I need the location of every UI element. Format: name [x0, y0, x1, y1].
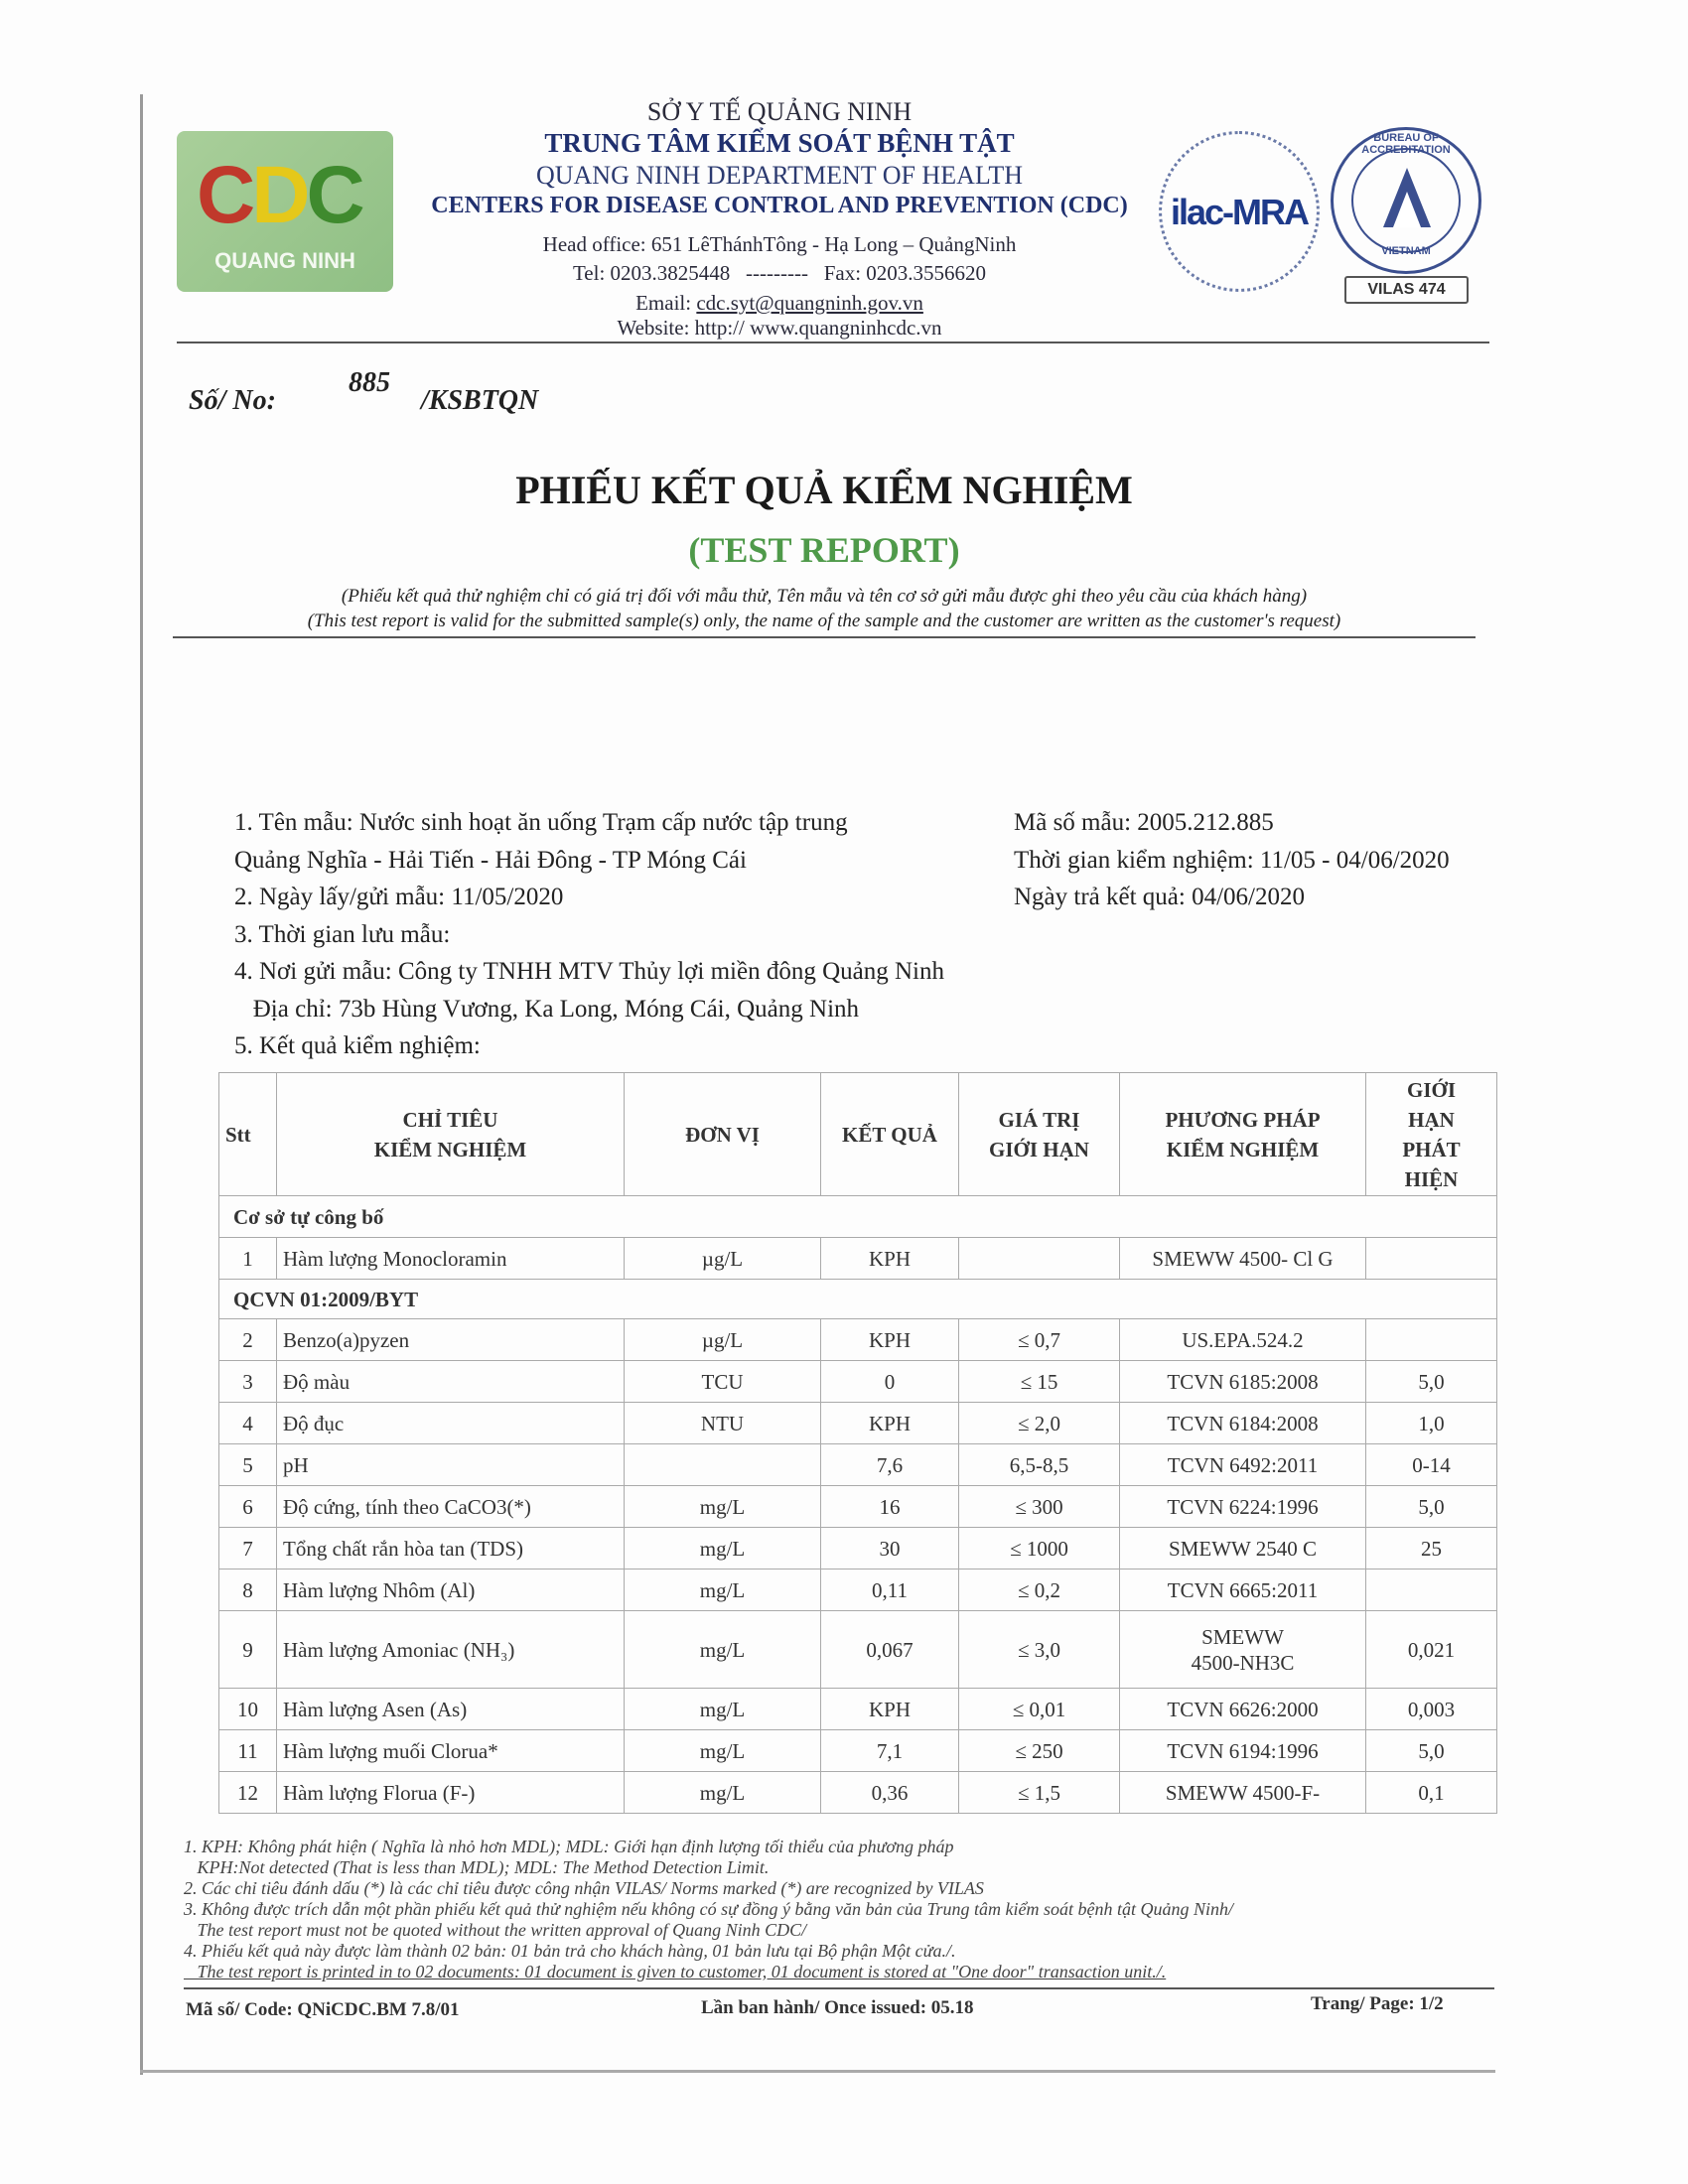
cell-test-method: TCVN 6224:1996 [1120, 1486, 1366, 1528]
cell-detection-limit: 5,0 [1366, 1730, 1497, 1772]
email-link[interactable]: cdc.syt@quangninh.gov.vn [696, 291, 923, 315]
column-header: GIỚI HẠN PHÁT HIỆN [1366, 1073, 1497, 1196]
footnote: 3. Không được trích dẫn một phần phiếu kết quả thử nghiệm nếu không có sự đồng ý bằng văn bản của Trung tâm kiểm soát bệnh tật Quảng Ninh/ [184, 1899, 1233, 1919]
cdc-quang-ninh-logo [177, 131, 393, 292]
cell-result: 30 [821, 1528, 959, 1570]
email-line [377, 291, 1182, 316]
cell-row-number: 10 [219, 1689, 277, 1730]
cell-result: KPH [821, 1689, 959, 1730]
cell-unit: NTU [625, 1403, 821, 1444]
sender-address: Địa chỉ: 73b Hùng Vương, Ka Long, Móng Cái, Quảng Ninh [234, 995, 860, 1023]
cell-parameter: Độ đục [277, 1403, 625, 1444]
cell-limit-value: ≤ 3,0 [959, 1611, 1120, 1689]
cell-test-method: SMEWW 4500-F- [1120, 1772, 1366, 1814]
cell-result: KPH [821, 1403, 959, 1444]
footer-divider [184, 1987, 1494, 1989]
results-table [218, 1072, 1497, 1814]
cell-test-method: US.EPA.524.2 [1120, 1319, 1366, 1361]
table-row [219, 1730, 1497, 1772]
footnote: KPH:Not detected (That is less than MDL); MDL: The Method Detection Limit. [184, 1857, 770, 1877]
dept-vn: SỞ Y TẾ QUẢNG NINH [646, 97, 913, 126]
dept-en: QUANG NINH DEPARTMENT OF HEALTH [535, 161, 1024, 190]
cell-unit: mg/L [625, 1528, 821, 1570]
cell-parameter: Hàm lượng muối Clorua* [277, 1730, 625, 1772]
cell-limit-value: ≤ 0,2 [959, 1570, 1120, 1611]
issue-number: Lần ban hành/ Once issued: 05.18 [701, 1997, 974, 2018]
cell-parameter: Hàm lượng Asen (As) [277, 1689, 625, 1730]
table-row [219, 1319, 1497, 1361]
cell-row-number: 8 [219, 1570, 277, 1611]
cell-row-number: 9 [219, 1611, 277, 1689]
testing-period: Thời gian kiểm nghiệm: 11/05 - 04/06/2020 [1014, 846, 1450, 874]
vilas-badge: VILAS 474 [1344, 276, 1469, 304]
column-header: Stt [219, 1073, 277, 1196]
cell-limit-value: ≤ 0,7 [959, 1319, 1120, 1361]
center-vn: TRUNG TÂM KIỂM SOÁT BỆNH TẬT [544, 128, 1015, 158]
number-label: Số/ No: [189, 385, 276, 416]
sample-info-right [1014, 804, 1450, 916]
cell-parameter: pH [277, 1444, 625, 1486]
cell-test-method: TCVN 6626:2000 [1120, 1689, 1366, 1730]
cell-parameter: Hàm lượng Amoniac (NH₃) [277, 1611, 625, 1689]
cell-unit: mg/L [625, 1689, 821, 1730]
cell-detection-limit: 0-14 [1366, 1444, 1497, 1486]
table-row [219, 1772, 1497, 1814]
group-title: Cơ sở tự công bố [219, 1196, 1497, 1238]
cell-unit [625, 1444, 821, 1486]
cell-unit: TCU [625, 1361, 821, 1403]
sample-name: 1. Tên mẫu: Nước sinh hoạt ăn uống Trạm cấp nước tập trung [234, 809, 848, 836]
validity-note-vn: (Phiếu kết quả thử nghiệm chỉ có giá trị đối với mẫu thử, Tên mẫu và tên cơ sở gửi mẫu được ghi theo yêu cầu của khách hàng) [341, 586, 1308, 607]
table-row [219, 1238, 1497, 1280]
cell-result: KPH [821, 1319, 959, 1361]
logo-subtitle: QUANG NINH [214, 248, 355, 273]
head-office-address: Head office: 651 LêThánhTông - Hạ Long – QuảngNinh [542, 232, 1017, 256]
validity-note-en: (This test report is valid for the submitted sample(s) only, the name of the sample and the customer are written as the customer's request) [307, 611, 1341, 631]
cell-test-method: TCVN 6665:2011 [1120, 1570, 1366, 1611]
page-subtitle: (TEST REPORT) [688, 530, 960, 570]
cell-test-method: TCVN 6492:2011 [1120, 1444, 1366, 1486]
cell-row-number: 7 [219, 1528, 277, 1570]
cell-limit-value [959, 1238, 1120, 1280]
group-title: QCVN 01:2009/BYT [219, 1280, 1497, 1319]
sample-location: Quảng Nghĩa - Hải Tiến - Hải Đông - TP Móng Cái [234, 846, 747, 874]
footnote: 4. Phiếu kết quả này được làm thành 02 bản: 01 bản trả cho khách hàng, 01 bản lưu tại Bộ phận Một cửa./. [184, 1941, 956, 1961]
cell-unit: µg/L [625, 1319, 821, 1361]
results-table-wrapper [218, 1072, 1499, 1814]
website: Website: http:// www.quangninhcdc.vn [617, 316, 942, 340]
cell-row-number: 11 [219, 1730, 277, 1772]
cell-row-number: 6 [219, 1486, 277, 1528]
storage-time: 3. Thời gian lưu mẫu: [234, 920, 451, 948]
number-suffix: /KSBTQN [421, 385, 539, 416]
boa-text: BUREAU OF ACCREDITATION [1361, 132, 1451, 156]
column-header: ĐƠN VỊ [625, 1073, 821, 1196]
result-date: Ngày trả kết quả: 04/06/2020 [1014, 884, 1305, 910]
cell-detection-limit: 0,021 [1366, 1611, 1497, 1689]
cell-detection-limit [1366, 1570, 1497, 1611]
center-en: CENTERS FOR DISEASE CONTROL AND PREVENTION (CDC) [431, 193, 1128, 218]
cell-parameter: Hàm lượng Nhôm (Al) [277, 1570, 625, 1611]
email-label: Email: [635, 291, 697, 315]
cell-detection-limit: 5,0 [1366, 1361, 1497, 1403]
boa-country: VIETNAM [1381, 245, 1431, 257]
phone-fax: Tel: 0203.3825448 --------- Fax: 0203.3556620 [572, 261, 987, 285]
cell-limit-value: ≤ 300 [959, 1486, 1120, 1528]
paper-left-edge [140, 94, 143, 2075]
cell-result: KPH [821, 1238, 959, 1280]
column-header: KẾT QUẢ [821, 1073, 959, 1196]
page-number: Trang/ Page: 1/2 [1311, 1993, 1444, 2014]
page-title: PHIẾU KẾT QUẢ KIỂM NGHIỆM [515, 468, 1133, 512]
table-row [219, 1361, 1497, 1403]
cell-test-method: TCVN 6184:2008 [1120, 1403, 1366, 1444]
cell-test-method: SMEWW 4500- Cl G [1120, 1238, 1366, 1280]
footnote: The test report is printed in to 02 documents: 01 document is given to customer, 01 document is stored at "One door" transaction unit./. [184, 1962, 1167, 1981]
group-row [219, 1280, 1497, 1319]
cell-limit-value: 6,5-8,5 [959, 1444, 1120, 1486]
cell-limit-value: ≤ 1000 [959, 1528, 1120, 1570]
cell-result: 16 [821, 1486, 959, 1528]
cell-unit: mg/L [625, 1611, 821, 1689]
table-row [219, 1528, 1497, 1570]
table-row [219, 1444, 1497, 1486]
cell-parameter: Độ màu [277, 1361, 625, 1403]
cell-unit: mg/L [625, 1772, 821, 1814]
cell-limit-value: ≤ 0,01 [959, 1689, 1120, 1730]
table-row [219, 1611, 1497, 1689]
cell-row-number: 2 [219, 1319, 277, 1361]
cell-unit: µg/L [625, 1238, 821, 1280]
ilac-text: ilac-MRA [1170, 192, 1309, 232]
footnote: 2. Các chỉ tiêu đánh dấu (*) là các chỉ tiêu được công nhận VILAS/ Norms marked (*) are recognized by VILAS [184, 1878, 984, 1898]
cell-row-number: 1 [219, 1238, 277, 1280]
cell-parameter: Hàm lượng Monocloramin [277, 1238, 625, 1280]
table-header-row [219, 1073, 1497, 1196]
cell-result: 7,6 [821, 1444, 959, 1486]
sender: 4. Nơi gửi mẫu: Công ty TNHH MTV Thủy lợi miền đông Quảng Ninh [234, 958, 944, 985]
cell-test-method: SMEWW 4500-NH3C [1120, 1611, 1366, 1689]
sampling-date: 2. Ngày lấy/gửi mẫu: 11/05/2020 [234, 884, 564, 910]
cell-test-method: SMEWW 2540 C [1120, 1528, 1366, 1570]
sample-info-left [234, 804, 944, 1065]
cell-detection-limit [1366, 1319, 1497, 1361]
cell-result: 7,1 [821, 1730, 959, 1772]
table-row [219, 1689, 1497, 1730]
cell-row-number: 5 [219, 1444, 277, 1486]
cell-test-method: TCVN 6185:2008 [1120, 1361, 1366, 1403]
cell-limit-value: ≤ 15 [959, 1361, 1120, 1403]
cell-detection-limit [1366, 1238, 1497, 1280]
cell-result: 0,36 [821, 1772, 959, 1814]
cell-detection-limit: 0,1 [1366, 1772, 1497, 1814]
cell-limit-value: ≤ 1,5 [959, 1772, 1120, 1814]
header-divider [177, 341, 1489, 343]
cell-parameter: Tổng chất rắn hòa tan (TDS) [277, 1528, 625, 1570]
column-header: PHƯƠNG PHÁP KIỂM NGHIỆM [1120, 1073, 1366, 1196]
cell-detection-limit: 25 [1366, 1528, 1497, 1570]
cell-detection-limit: 1,0 [1366, 1403, 1497, 1444]
results-heading: 5. Kết quả kiểm nghiệm: [234, 1032, 481, 1059]
footnotes [184, 1837, 1233, 1982]
footnote: The test report must not be quoted without the written approval of Quang Ninh CDC/ [184, 1920, 807, 1940]
footnote: 1. KPH: Không phát hiện ( Nghĩa là nhỏ hơn MDL); MDL: Giới hạn định lượng tối thiểu của phương pháp [184, 1837, 954, 1856]
paper-bottom-edge [140, 2070, 1495, 2073]
cell-detection-limit: 0,003 [1366, 1689, 1497, 1730]
sample-code: Mã số mẫu: 2005.212.885 [1014, 809, 1274, 836]
bureau-of-accreditation-logo [1331, 127, 1481, 274]
cell-test-method: TCVN 6194:1996 [1120, 1730, 1366, 1772]
table-row [219, 1570, 1497, 1611]
cell-unit: mg/L [625, 1730, 821, 1772]
validity-divider [173, 636, 1476, 638]
cell-result: 0,067 [821, 1611, 959, 1689]
form-code: Mã số/ Code: QNiCDC.BM 7.8/01 [186, 1999, 460, 2020]
table-row [219, 1403, 1497, 1444]
cell-detection-limit: 5,0 [1366, 1486, 1497, 1528]
table-row [219, 1486, 1497, 1528]
ilac-mra-logo [1159, 131, 1320, 292]
cell-unit: mg/L [625, 1570, 821, 1611]
cell-limit-value: ≤ 250 [959, 1730, 1120, 1772]
cell-result: 0,11 [821, 1570, 959, 1611]
cell-parameter: Độ cứng, tính theo CaCO3(*) [277, 1486, 625, 1528]
cell-parameter: Hàm lượng Florua (F-) [277, 1772, 625, 1814]
cell-result: 0 [821, 1361, 959, 1403]
cell-row-number: 4 [219, 1403, 277, 1444]
cell-unit: mg/L [625, 1486, 821, 1528]
column-header: CHỈ TIÊU KIỂM NGHIỆM [277, 1073, 625, 1196]
cell-row-number: 3 [219, 1361, 277, 1403]
cell-parameter: Benzo(a)pyzen [277, 1319, 625, 1361]
column-header: GIÁ TRỊ GIỚI HẠN [959, 1073, 1120, 1196]
group-row [219, 1196, 1497, 1238]
cell-row-number: 12 [219, 1772, 277, 1814]
cell-limit-value: ≤ 2,0 [959, 1403, 1120, 1444]
number-value: 885 [349, 367, 390, 398]
cdc-logo-letters: CDC [197, 150, 361, 240]
